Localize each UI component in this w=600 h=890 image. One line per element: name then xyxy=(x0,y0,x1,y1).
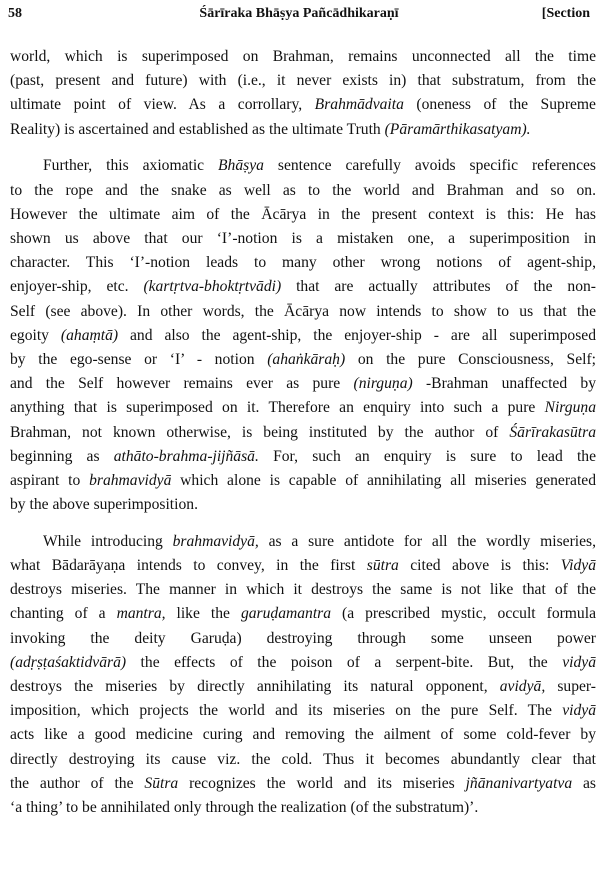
text-run: Brahman, not known otherwise, is being instituted by the author of xyxy=(10,423,510,441)
text-run: the effects of the poison of a serpent-bite. But, the xyxy=(126,653,563,671)
paragraph xyxy=(10,45,596,142)
text-run: ultimate point of view. As a corrollary, xyxy=(10,96,315,114)
italic-term: Śārīrakasūtra xyxy=(509,423,596,441)
text-line xyxy=(10,602,596,626)
text-line xyxy=(10,275,596,299)
text-run: world, which is superimposed on Brahman, remains unconnected all the time xyxy=(10,48,596,65)
italic-term: (ahaṅkāraḥ) xyxy=(267,350,346,368)
text-line xyxy=(10,493,596,517)
text-line xyxy=(10,69,596,93)
paragraph xyxy=(10,154,596,517)
italic-term: (nirguṇa) xyxy=(353,375,413,393)
text-run: by the ego-sense or ‘I’ - notion xyxy=(10,350,268,368)
text-line xyxy=(10,372,596,396)
text-run: Self (see above). In other words, the Ācārya now intends to show to us that the xyxy=(10,302,596,320)
text-run: destroys miseries. The manner in which it destroys the same is not like that of the xyxy=(10,581,596,599)
text-run: as a sure antidote for all the wordly miseries, xyxy=(258,532,596,550)
text-line xyxy=(10,699,596,723)
italic-term: jñānanivartyatva xyxy=(465,774,573,792)
text-run: (a prescribed mystic, occult formula xyxy=(331,605,596,623)
text-run: as xyxy=(572,774,596,792)
text-run: and the Self however remains ever as pure xyxy=(10,375,354,393)
italic-term: avidyā, xyxy=(499,678,546,696)
italic-term: brahmavidyā, xyxy=(172,532,259,550)
italic-term: (Pāramārthikasatyam). xyxy=(384,120,531,138)
text-line xyxy=(10,651,596,675)
text-run: super- xyxy=(545,678,596,696)
text-run: recognizes the world and its miseries xyxy=(178,774,466,792)
text-line xyxy=(10,530,596,554)
text-run: egoity xyxy=(10,326,61,344)
body-text xyxy=(10,45,596,820)
text-line xyxy=(10,578,596,602)
text-run: directly destroying its cause viz. the cold. Thus it becomes abundantly clear that xyxy=(10,750,596,768)
text-line xyxy=(10,445,596,469)
text-line xyxy=(10,723,596,747)
text-run: enjoyer-ship, etc. xyxy=(10,278,144,296)
text-line xyxy=(10,396,596,420)
text-line xyxy=(10,796,596,820)
text-run: sentence carefully avoids specific references xyxy=(263,157,596,175)
page-number: 58 xyxy=(8,6,22,21)
text-run: anything that is superimposed on it. Therefore an enquiry into such a pure xyxy=(10,399,545,417)
text-run: -Brahman unaffected by xyxy=(412,375,596,393)
running-title: Śārīraka Bhāṣya Pañcādhikaraṇī xyxy=(199,6,399,21)
text-line xyxy=(10,627,596,651)
text-run: (past, present and future) with (i.e., it never exists in) that substratum, from the xyxy=(10,72,596,90)
italic-term: (kartṛtva-bhoktṛtvādi) xyxy=(143,278,282,296)
text-run: that are actually attributes of the non- xyxy=(281,278,596,296)
text-run: (oneness of the Supreme xyxy=(403,96,596,114)
text-line xyxy=(10,118,596,142)
running-head xyxy=(8,6,590,26)
text-run: ‘a thing’ to be annihilated only through the realization (of the substratum)’. xyxy=(10,799,479,817)
text-line xyxy=(10,772,596,796)
text-line xyxy=(10,300,596,324)
text-run: chanting of a xyxy=(10,605,117,623)
text-run: invoking the deity Garuḍa) destroying through some unseen power xyxy=(10,629,596,647)
text-run: and also the agent-ship, the enjoyer-ship - are all superimposed xyxy=(118,326,596,344)
text-run: acts like a good medicine curing and removing the ailment of some cold-fever by xyxy=(10,726,596,744)
italic-term: brahmavidyā xyxy=(89,471,172,489)
text-line xyxy=(10,324,596,348)
text-line xyxy=(10,748,596,772)
text-line xyxy=(10,554,596,578)
text-run: For, such an enquiry is sure to lead the xyxy=(258,447,596,465)
text-line xyxy=(10,227,596,251)
text-line xyxy=(10,154,596,178)
italic-term: Vidyā xyxy=(560,557,597,575)
text-run: Reality) is ascertained and established as the ultimate Truth xyxy=(10,120,385,138)
italic-term: Brahmādvaita xyxy=(314,96,404,114)
text-run: aspirant to xyxy=(10,471,90,489)
section-label: [Section xyxy=(541,6,590,21)
text-run: While introducing xyxy=(43,532,173,550)
italic-term: mantra, xyxy=(116,605,166,623)
italic-term: sūtra xyxy=(366,557,399,575)
text-run: Further, this axiomatic xyxy=(43,157,219,175)
text-line xyxy=(10,348,596,372)
italic-term: Sūtra xyxy=(144,774,179,792)
text-run: what Bādarāyaṇa intends to convey, in the first xyxy=(10,557,367,575)
text-run: shown us above that our ‘I’-notion is a mistaken one, a superimposition in xyxy=(10,229,596,247)
italic-term: athāto-brahma-jijñāsā. xyxy=(113,447,259,465)
text-run: on the pure Consciousness, Self; xyxy=(345,350,597,368)
text-run: imposition, which projects the world and its miseries on the pure Self. The xyxy=(10,702,563,720)
text-run: beginning as xyxy=(10,447,114,465)
italic-term: vidyā xyxy=(562,702,596,720)
text-run: to the rope and the snake as well as to the world and Brahman and so on. xyxy=(10,181,596,199)
text-line xyxy=(10,421,596,445)
italic-term: vidyā xyxy=(562,653,596,671)
italic-term: (adṛṣṭaśaktidvārā) xyxy=(10,653,127,671)
text-line xyxy=(10,675,596,699)
text-line xyxy=(10,251,596,275)
text-run: cited above is this: xyxy=(398,557,561,575)
text-run: destroys the miseries by directly annihilating its natural opponent, xyxy=(10,678,500,696)
text-run: like the xyxy=(165,605,241,623)
italic-term: garuḍamantra xyxy=(240,605,332,623)
italic-term: Nirguṇa xyxy=(544,399,596,417)
text-run: the author of the xyxy=(10,774,145,792)
text-run: character. This ‘I’-notion leads to many other wrong notions of agent-ship, xyxy=(10,254,596,272)
text-run: which alone is capable of annihilating all miseries generated xyxy=(171,471,596,489)
text-line xyxy=(10,93,596,117)
text-line xyxy=(10,203,596,227)
italic-term: Bhāṣya xyxy=(218,157,264,175)
text-line xyxy=(10,469,596,493)
italic-term: (ahaṃtā) xyxy=(60,326,119,344)
text-line xyxy=(10,179,596,203)
text-run: However the ultimate aim of the Ācārya in the present context is this: He has xyxy=(10,205,596,223)
text-run: by the above superimposition. xyxy=(10,496,198,514)
text-line xyxy=(10,45,596,69)
paragraph xyxy=(10,530,596,820)
